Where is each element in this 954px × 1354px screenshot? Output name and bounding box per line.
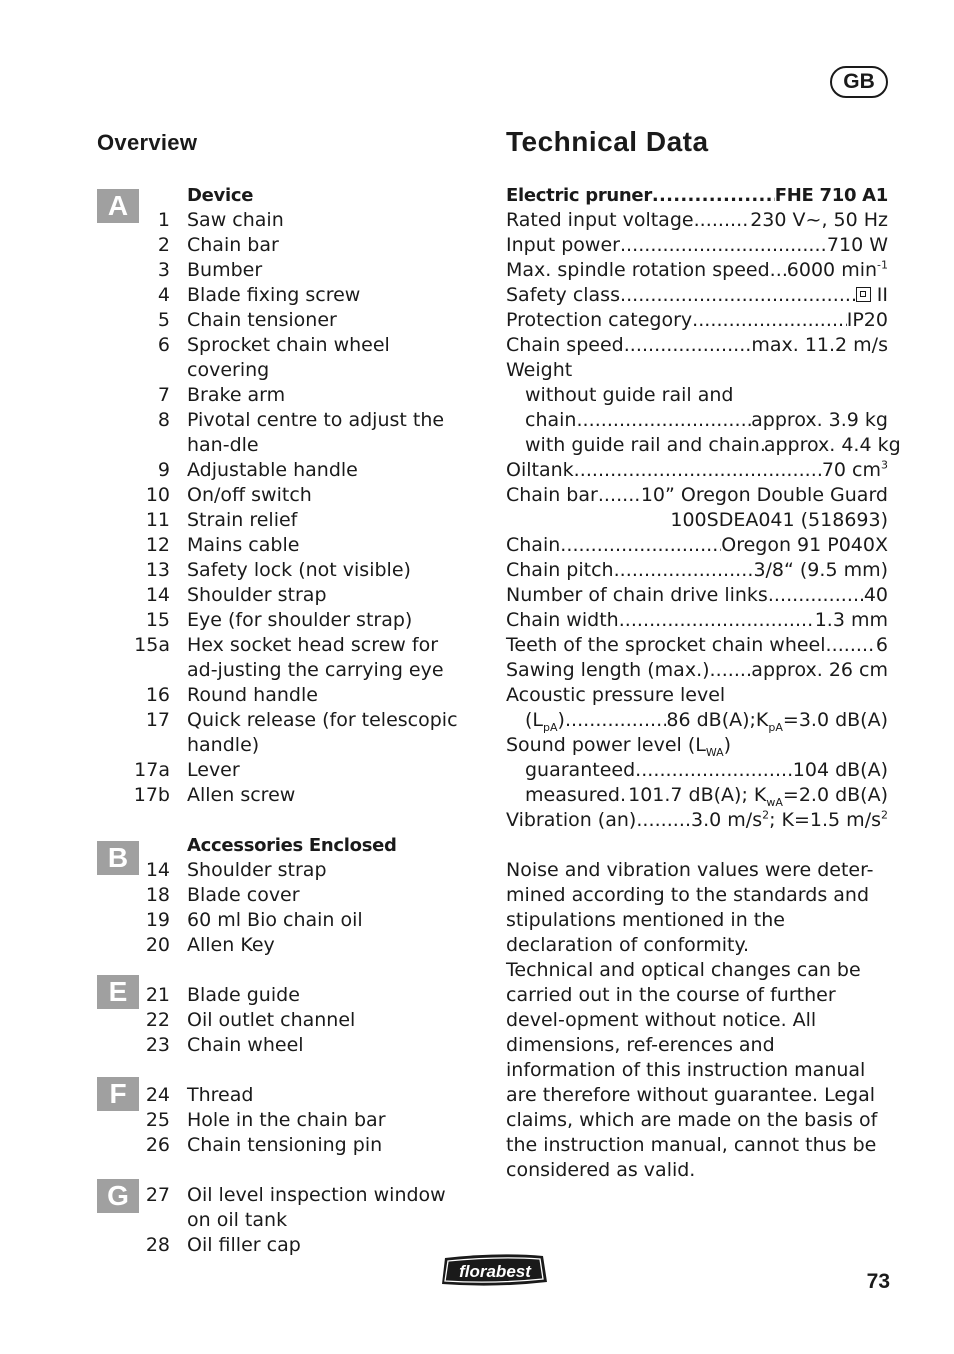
svg-text:florabest: florabest: [459, 1262, 531, 1281]
spec-row-guaranteed: [506, 758, 888, 783]
spec-row-power: [506, 233, 888, 258]
protection-class-ii-icon: [856, 287, 871, 302]
section-letter-badge: F: [97, 1077, 139, 1111]
spec-label: Safety class: [506, 284, 620, 306]
spec-value: 101.7 dB(A); $K_{wA}=2.0$ dB(A): [628, 784, 888, 809]
item-number: 18: [145, 884, 170, 906]
spec-row-safety: [506, 283, 888, 308]
item-number: 23: [145, 1034, 170, 1056]
spec-value: FHE 710 A1: [774, 185, 888, 206]
spec-label: measured: [525, 784, 620, 806]
section-f: [97, 1078, 477, 1158]
item-number: 12: [145, 534, 170, 556]
spec-row-sawing-length: [506, 658, 888, 683]
item-text: Pivotal centre to adjust the han-dle: [187, 409, 445, 456]
section-letter-badge: G: [97, 1179, 139, 1213]
overview-list: [97, 183, 477, 1258]
spec-row-chain-pitch: [506, 558, 888, 583]
technical-data-table: [506, 183, 901, 1183]
item-text: Quick release (for telescopic handle): [187, 709, 458, 756]
item-text: Chain wheel: [187, 1034, 304, 1056]
item-number: 25: [145, 1109, 170, 1131]
item-number: 26: [145, 1134, 170, 1156]
item-text: Saw chain: [187, 209, 284, 231]
spec-row-measured: [506, 783, 888, 808]
item-number: 3: [157, 259, 170, 281]
spec-row-teeth: [506, 633, 888, 658]
spec-label: Electric pruner: [506, 185, 652, 206]
list-item: [97, 1083, 477, 1108]
spec-row-weight-with: [506, 433, 901, 458]
list-item: [97, 783, 477, 808]
list-item: [97, 683, 477, 708]
spec-value: II: [856, 283, 888, 308]
spec-value: IP20: [846, 309, 888, 331]
list-item: [97, 508, 477, 533]
spec-value: approx. 4.4 kg: [763, 434, 901, 456]
list-item: [97, 608, 477, 633]
item-text: Safety lock (not visible): [187, 559, 411, 581]
item-number: 28: [145, 1234, 170, 1256]
list-item: [97, 483, 477, 508]
item-number: 24: [145, 1084, 170, 1106]
item-number: 4: [157, 284, 170, 306]
item-text: Chain tensioning pin: [187, 1134, 383, 1156]
section-letter-badge: B: [97, 841, 139, 875]
spec-label: Input power: [506, 234, 620, 256]
item-number: 22: [145, 1009, 170, 1031]
item-text: Round handle: [187, 684, 318, 706]
list-item: [97, 633, 477, 683]
item-text: Blade cover: [187, 884, 300, 906]
spec-label: without guide rail and: [525, 384, 734, 406]
list-item: [97, 258, 477, 283]
item-number: 27: [145, 1184, 170, 1206]
spec-label: with guide rail and chain: [525, 434, 760, 456]
florabest-logo: [439, 1252, 550, 1288]
item-number: 6: [157, 334, 170, 356]
list-item: [97, 233, 477, 258]
item-text: Oil outlet channel: [187, 1009, 356, 1031]
list-item: [97, 1233, 477, 1258]
section-heading: Device: [187, 185, 254, 206]
item-number: 8: [157, 409, 170, 431]
item-number: 21: [145, 984, 170, 1006]
spec-label: guaranteed: [525, 759, 636, 781]
list-item: [97, 858, 477, 883]
spec-row-spindle: [506, 258, 888, 283]
list-item: [97, 1033, 477, 1058]
spec-value: 70 $cm^3$: [821, 458, 888, 481]
spec-row-vibration: [506, 808, 888, 833]
list-item: [97, 533, 477, 558]
spec-value: 710 W: [826, 234, 888, 256]
item-number: 14: [145, 584, 170, 606]
item-text: Hole in the chain bar: [187, 1109, 386, 1131]
section-letter-badge: E: [97, 975, 139, 1009]
item-number: 17a: [134, 759, 170, 781]
list-item: [97, 333, 477, 383]
spec-row-oiltank: [506, 458, 888, 483]
spec-label: Acoustic pressure level: [506, 684, 726, 706]
technical-data-heading: Technical Data: [506, 126, 709, 157]
item-number: 10: [145, 484, 170, 506]
section-a: [97, 183, 477, 808]
item-number: 11: [145, 509, 170, 531]
spec-row-chain-width: [506, 608, 888, 633]
spec-value: max. 11.2 m/s: [751, 334, 888, 356]
list-item: [97, 408, 477, 458]
list-item: [97, 283, 477, 308]
item-text: Thread: [187, 1084, 254, 1106]
list-item: [97, 458, 477, 483]
page-number: 73: [866, 1270, 890, 1293]
overview-heading: Overview: [97, 130, 198, 155]
item-text: Mains cable: [187, 534, 300, 556]
item-text: Adjustable handle: [187, 459, 358, 481]
spec-value: 6000 $\min^{-1}$: [786, 258, 888, 281]
item-number: 1: [157, 209, 170, 231]
spec-label: Max. spindle rotation speed: [506, 259, 770, 281]
spec-row-acoustic: [506, 683, 888, 708]
item-number: 9: [157, 459, 170, 481]
spec-label: Chain: [506, 534, 561, 556]
spec-row-chain: [506, 533, 888, 558]
item-text: On/off switch: [187, 484, 312, 506]
spec-value: 86 $dB(A);K_{pA}=3.0$ dB(A): [666, 709, 888, 734]
item-text: Strain relief: [187, 509, 298, 531]
spec-value: approx. 26 cm: [751, 659, 888, 681]
item-text: Brake arm: [187, 384, 286, 406]
section-b: [97, 833, 477, 958]
item-text: Lever: [187, 759, 240, 781]
spec-label: Rated input voltage: [506, 209, 694, 231]
spec-row-acoustic-value: [506, 708, 888, 733]
spec-value: 230 V~, 50 Hz: [750, 209, 888, 231]
item-text: Blade fixing screw: [187, 284, 361, 306]
spec-value: 40: [863, 584, 888, 606]
item-number: 16: [145, 684, 170, 706]
item-text: Allen Key: [187, 934, 275, 956]
spec-value: 10” Oregon Double Guard: [640, 484, 888, 506]
spec-value: 3.0 $m/s^2$; K=1.5 $m/s^2$: [691, 808, 888, 831]
spec-label: Protection category: [506, 309, 693, 331]
item-number: 20: [145, 934, 170, 956]
spec-row-chain-speed: [506, 333, 888, 358]
list-item: [97, 908, 477, 933]
spec-label: Chain pitch: [506, 559, 614, 581]
spec-row-product: [506, 183, 888, 208]
spec-value: approx. 3.9 kg: [751, 409, 888, 431]
item-number: 7: [157, 384, 170, 406]
list-item: [97, 208, 477, 233]
spec-row-voltage: [506, 208, 888, 233]
spec-row-protection: [506, 308, 888, 333]
item-text: 60 ml Bio chain oil: [187, 909, 363, 931]
spec-label: Chain bar: [506, 484, 598, 506]
spec-row-drive-links: [506, 583, 888, 608]
item-number: 15: [145, 609, 170, 631]
section-letter-badge: A: [97, 189, 139, 223]
item-number: 19: [145, 909, 170, 931]
item-text: Hex socket head screw for ad-justing the carrying eye: [187, 634, 444, 681]
list-item: [97, 383, 477, 408]
list-item: [97, 758, 477, 783]
spec-label: Sawing length (max.): [506, 659, 710, 681]
spec-value: 1.3 mm: [814, 609, 888, 631]
spec-row-sound-power: [506, 733, 888, 758]
item-number: 14: [145, 859, 170, 881]
spec-label: Oiltank: [506, 459, 574, 481]
item-text: Chain bar: [187, 234, 279, 256]
item-text: Sprocket chain wheel covering: [187, 334, 390, 381]
note-paragraph: Technical and optical changes can be carried out in the course of further devel-opment without notice. All dimensions, ref-erences and information of this instruction manual are therefore without guarantee. Legal claims, which are made on the basis of the instruction manual, cannot thus be considered as valid.: [506, 959, 878, 1181]
list-item: [97, 583, 477, 608]
spec-value-continued: 100SDEA041 (518693): [670, 509, 888, 531]
spec-label: Teeth of the sprocket chain wheel: [506, 634, 826, 656]
list-item: [97, 1108, 477, 1133]
spec-label: chain: [525, 409, 577, 431]
item-text: Shoulder strap: [187, 584, 327, 606]
section-heading: Accessories Enclosed: [187, 835, 397, 856]
item-text: Bumber: [187, 259, 263, 281]
list-item: [97, 1183, 477, 1233]
item-text: Oil filler cap: [187, 1234, 301, 1256]
spec-value: 3/8“ (9.5 mm): [753, 559, 888, 581]
item-number: 17: [145, 709, 170, 731]
list-item: [97, 558, 477, 583]
spec-label: $(L_{pA})$: [525, 709, 565, 734]
item-text: Chain tensioner: [187, 309, 337, 331]
list-item: [97, 883, 477, 908]
list-item: [97, 308, 477, 333]
item-text: Blade guide: [187, 984, 300, 1006]
spec-row-weight-without: [506, 408, 888, 433]
list-item: [97, 708, 477, 758]
item-text: Allen screw: [187, 784, 296, 806]
spec-row-weight-without-line1: [506, 383, 888, 408]
note-paragraph: Noise and vibration values were deter-mined according to the standards and stipulations mentioned in the declaration of conformity.: [506, 859, 874, 956]
item-number: 2: [157, 234, 170, 256]
section-g: [97, 1180, 477, 1258]
item-text: Shoulder strap: [187, 859, 327, 881]
spec-row-weight: [506, 358, 888, 383]
spec-label: Weight: [506, 359, 573, 381]
spec-row-chain-bar: [506, 483, 888, 508]
spec-label: Chain speed: [506, 334, 624, 356]
list-item: [97, 933, 477, 958]
spec-label: Number of chain drive links: [506, 584, 768, 606]
language-badge: GB: [830, 66, 888, 98]
section-e: [97, 976, 477, 1058]
list-item: [97, 983, 477, 1008]
list-item: [97, 1133, 477, 1158]
list-item: [97, 1008, 477, 1033]
spec-value: 104 dB(A): [792, 759, 888, 781]
spec-label: Chain width: [506, 609, 619, 631]
spec-value: 6: [875, 634, 888, 656]
spec-label: Sound power level $(L_{WA})$: [506, 734, 732, 759]
item-text: Eye (for shoulder strap): [187, 609, 413, 631]
spec-value: Oregon 91 P040X: [721, 534, 888, 556]
spec-label: Vibration (an): [506, 809, 637, 831]
item-text: Oil level inspection window on oil tank: [187, 1184, 446, 1231]
item-number: 13: [145, 559, 170, 581]
item-number: 17b: [133, 784, 170, 806]
item-number: 15a: [134, 634, 170, 656]
item-number: 5: [157, 309, 170, 331]
